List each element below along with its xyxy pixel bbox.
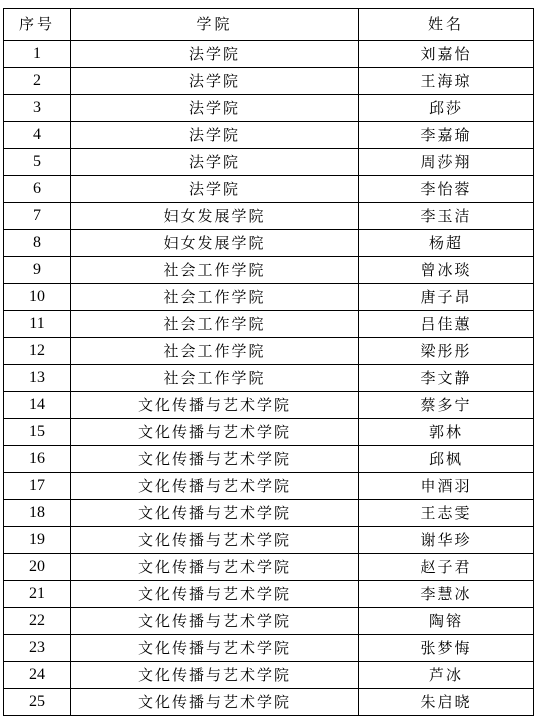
table-header: [4, 9, 534, 41]
row-name: 唐子昂: [359, 284, 534, 311]
row-college: 社会工作学院: [71, 311, 359, 338]
row-college: 文化传播与艺术学院: [71, 527, 359, 554]
row-college: 文化传播与艺术学院: [71, 581, 359, 608]
row-college: 文化传播与艺术学院: [71, 635, 359, 662]
table-row: [4, 581, 534, 608]
row-number: 20: [4, 554, 71, 581]
table-row: [4, 95, 534, 122]
row-name: 李慧冰: [359, 581, 534, 608]
row-number: 17: [4, 473, 71, 500]
row-name: 郭林: [359, 419, 534, 446]
row-name: 朱启晓: [359, 689, 534, 716]
row-college: 文化传播与艺术学院: [71, 608, 359, 635]
table-row: [4, 392, 534, 419]
row-college: 法学院: [71, 95, 359, 122]
row-name: 李文静: [359, 365, 534, 392]
row-college: 社会工作学院: [71, 338, 359, 365]
row-name: 周莎翔: [359, 149, 534, 176]
table-row: [4, 473, 534, 500]
table-row: [4, 365, 534, 392]
table-row: [4, 689, 534, 716]
roster-table: [3, 8, 534, 716]
row-college: 文化传播与艺术学院: [71, 554, 359, 581]
row-number: 3: [4, 95, 71, 122]
row-college: 文化传播与艺术学院: [71, 392, 359, 419]
header-college: 学院: [71, 9, 359, 41]
row-name: 杨超: [359, 230, 534, 257]
row-name: 王海琼: [359, 68, 534, 95]
row-name: 邱枫: [359, 446, 534, 473]
row-name: 邱莎: [359, 95, 534, 122]
row-college: 法学院: [71, 176, 359, 203]
row-name: 赵子君: [359, 554, 534, 581]
row-name: 谢华珍: [359, 527, 534, 554]
row-name: 刘嘉怡: [359, 41, 534, 68]
row-college: 法学院: [71, 41, 359, 68]
row-name: 陶镕: [359, 608, 534, 635]
table-row: [4, 149, 534, 176]
header-no: 序号: [4, 9, 71, 41]
row-name: 吕佳蕙: [359, 311, 534, 338]
table-row: [4, 635, 534, 662]
row-college: 社会工作学院: [71, 284, 359, 311]
header-row: [4, 9, 534, 41]
row-name: 李嘉瑜: [359, 122, 534, 149]
row-name: 梁彤彤: [359, 338, 534, 365]
table-row: [4, 338, 534, 365]
table-row: [4, 257, 534, 284]
row-college: 文化传播与艺术学院: [71, 419, 359, 446]
row-number: 23: [4, 635, 71, 662]
row-number: 2: [4, 68, 71, 95]
row-number: 10: [4, 284, 71, 311]
row-number: 14: [4, 392, 71, 419]
table-row: [4, 176, 534, 203]
row-college: 妇女发展学院: [71, 230, 359, 257]
row-number: 15: [4, 419, 71, 446]
table-row: [4, 662, 534, 689]
row-number: 19: [4, 527, 71, 554]
row-number: 5: [4, 149, 71, 176]
table-row: [4, 284, 534, 311]
row-name: 芦冰: [359, 662, 534, 689]
row-number: 18: [4, 500, 71, 527]
row-college: 法学院: [71, 68, 359, 95]
row-name: 蔡多宁: [359, 392, 534, 419]
table-row: [4, 122, 534, 149]
row-name: 王志雯: [359, 500, 534, 527]
row-college: 法学院: [71, 122, 359, 149]
row-name: 李怡蓉: [359, 176, 534, 203]
table-body: [4, 41, 534, 716]
row-number: 8: [4, 230, 71, 257]
row-college: 文化传播与艺术学院: [71, 689, 359, 716]
table-row: [4, 41, 534, 68]
row-college: 社会工作学院: [71, 257, 359, 284]
row-college: 文化传播与艺术学院: [71, 446, 359, 473]
row-number: 12: [4, 338, 71, 365]
row-name: 申酒羽: [359, 473, 534, 500]
row-number: 21: [4, 581, 71, 608]
row-college: 社会工作学院: [71, 365, 359, 392]
table-row: [4, 527, 534, 554]
row-name: 曾冰琰: [359, 257, 534, 284]
table-row: [4, 230, 534, 257]
header-name: 姓名: [359, 9, 534, 41]
row-number: 11: [4, 311, 71, 338]
row-number: 9: [4, 257, 71, 284]
row-name: 李玉洁: [359, 203, 534, 230]
row-number: 13: [4, 365, 71, 392]
row-name: 张梦悔: [359, 635, 534, 662]
table-row: [4, 500, 534, 527]
table-row: [4, 608, 534, 635]
table-row: [4, 446, 534, 473]
table-row: [4, 311, 534, 338]
row-college: 文化传播与艺术学院: [71, 500, 359, 527]
roster-sheet: [3, 8, 534, 716]
table-row: [4, 203, 534, 230]
row-college: 文化传播与艺术学院: [71, 473, 359, 500]
table-row: [4, 554, 534, 581]
row-number: 1: [4, 41, 71, 68]
row-number: 24: [4, 662, 71, 689]
row-number: 6: [4, 176, 71, 203]
row-number: 7: [4, 203, 71, 230]
row-number: 25: [4, 689, 71, 716]
row-number: 22: [4, 608, 71, 635]
row-college: 法学院: [71, 149, 359, 176]
row-college: 文化传播与艺术学院: [71, 662, 359, 689]
row-college: 妇女发展学院: [71, 203, 359, 230]
table-row: [4, 68, 534, 95]
row-number: 4: [4, 122, 71, 149]
row-number: 16: [4, 446, 71, 473]
table-row: [4, 419, 534, 446]
